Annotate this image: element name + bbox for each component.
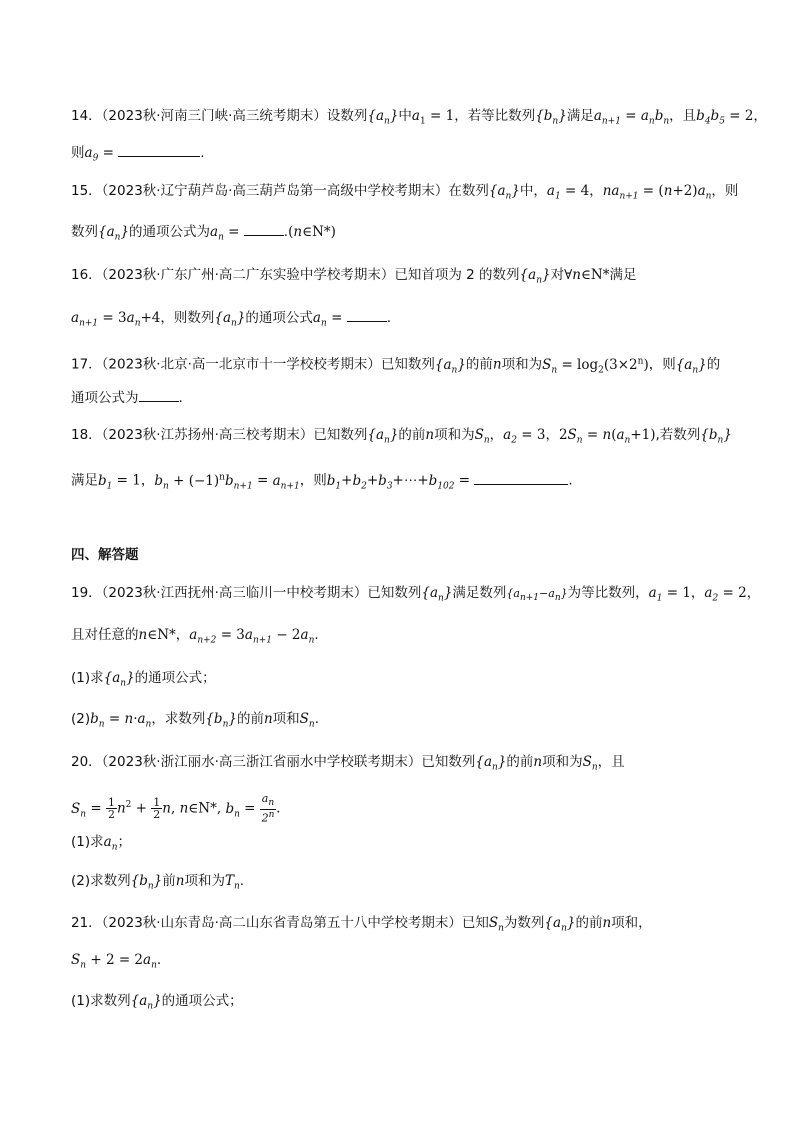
answer-blank[interactable]	[347, 307, 387, 322]
answer-blank[interactable]	[244, 221, 284, 236]
question-20: 20．（2023秋·浙江丽水·高三浙江省丽水中学校联考期末）已知数列$\{a_n\}$的前n项和为$S_n$，且	[71, 754, 625, 773]
question-16-line2: $a_{n+1} = 3a_n+4$，则数列$\{a_n\}$的通项公式$a_n$ = .	[71, 307, 731, 334]
answer-blank[interactable]	[118, 142, 200, 157]
question-14: 14．（2023秋·河南三门峡·高三统考期末）设数列$\{a_n\}$中$a_1 = 1$，若等比数列$\{b_n\}$满足$a_{n+1} = a_nb_n$，且$b_4b_5 = 2$，	[71, 108, 767, 127]
question-17: 17．（2023秋·北京·高一北京市十一学校校考期末）已知数列$\{a_n\}$的前n项和为$S_n = \log_2(3\times 2^n)$，则$\{a_n\}$的	[71, 356, 721, 376]
question-20-part2: (2)求数列$\{b_n\}$前n项和为$T_n$.	[71, 873, 245, 892]
question-19: 19．（2023秋·江西抚州·高三临川一中校考期末）已知数列$\{a_n\}$满足数列$\{a_{n+1}-a_n\}$为等比数列，$a_1 = 1$，$a_2 = 2$，	[71, 585, 761, 604]
question-21: 21．（2023秋·山东青岛·高二山东省青岛第五十八中学校考期末）已知$S_n$为数列$\{a_n\}$的前n项和，	[71, 915, 652, 934]
question-18-line2: 满足$b_1 = 1$，$b_n + (-1)^nb_{n+1} = a_{n+1}$，则$b_1+b_2+b_3+\cdots+b_{102}$ = .	[71, 467, 731, 496]
question-21-line2: $S_n + 2 = 2a_n$.	[71, 952, 162, 971]
section-title: 四、解答题	[71, 547, 139, 563]
question-21-part1: (1)求数列$\{a_n\}$的通项公式；	[71, 993, 243, 1012]
question-15: 15．（2023秋·辽宁葫芦岛·高三葫芦岛第一高级中学校考期末）在数列$\{a_n\}$中，$a_1 = 4$，$na_{n+1} = (n+2)a_n$，则	[71, 183, 739, 202]
question-16: 16．（2023秋·广东广州·高二广东实验中学校考期末）已知首项为 2 的数列$\{a_n\}$对∀n∈N*满足	[71, 267, 637, 286]
question-19-part1: (1)求$\{a_n\}$的通项公式；	[71, 670, 216, 689]
question-20-part1: (1)求$a_n$；	[71, 834, 131, 853]
answer-blank[interactable]	[474, 470, 568, 485]
question-14-line2: 则$a_9$ = .	[71, 142, 731, 169]
question-17-line2: 通项公式为 .	[71, 387, 731, 408]
answer-blank[interactable]	[139, 387, 179, 402]
question-15-line2: 数列$\{a_n\}$的通项公式为$a_n$ = .(n∈N*)	[71, 221, 731, 248]
question-20-formula: $S_n$ = $\frac{1}{2}$ $n^2$ + $\frac{1}{2}$ n, n∈N*, $b_n$ = $\frac{a_n}{2^n}$ .	[71, 792, 281, 825]
question-19-part2: $(2)b_n = n\cdot a_n$，求数列$\{b_n\}$的前n项和$S_n$.	[71, 711, 320, 730]
question-18: 18．（2023秋·江苏扬州·高三校考期末）已知数列$\{a_n\}$的前n项和为$S_n$，$a_2 = 3$，$2S_n = n(a_n+1)$,若数列$\{b_n\}$	[71, 427, 732, 446]
question-19-line2: 且对任意的n∈N*，$a_{n+2} = 3a_{n+1} - 2a_n$.	[71, 627, 319, 646]
